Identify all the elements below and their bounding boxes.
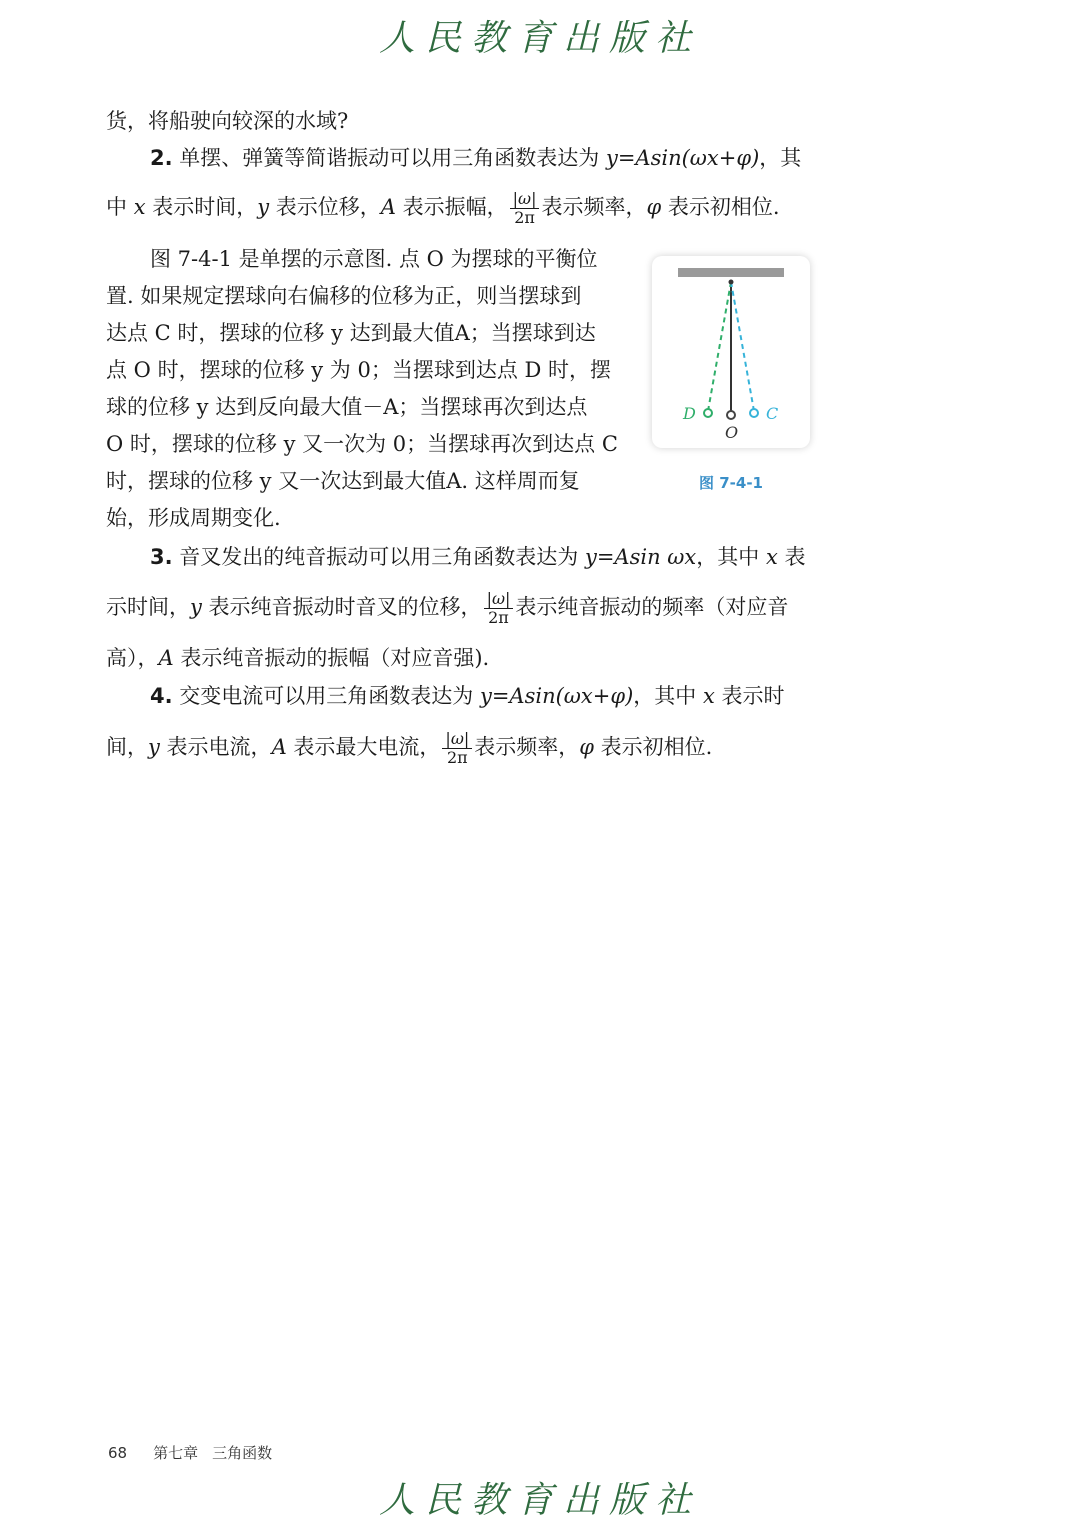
- var-x: x: [765, 545, 778, 569]
- item2-text: 表示初相位.: [661, 195, 780, 219]
- item4-formula: y=Asin(ωx+φ): [479, 684, 634, 708]
- pendulum-string-left: [708, 282, 731, 411]
- item3-number: 3.: [150, 545, 173, 569]
- item3-text: 音叉发出的纯音振动可以用三角函数表达为: [179, 545, 585, 569]
- item3-line2: [106, 588, 826, 627]
- item3-text: 高），: [106, 646, 159, 670]
- item3-text: ，其中: [696, 545, 766, 569]
- item4-text: 表示初相位.: [593, 735, 713, 759]
- pendulum-line-1: [106, 240, 626, 278]
- ball-O: [727, 411, 735, 419]
- item2-line2: [106, 188, 826, 227]
- item4-text: 间，: [106, 735, 148, 759]
- var-A: A: [380, 195, 396, 219]
- chapter-label: 第七章: [153, 1444, 199, 1462]
- var-x: x: [702, 684, 715, 708]
- item3-formula: y=Asin ωx: [584, 545, 697, 569]
- var-x: x: [133, 195, 146, 219]
- item4-text: 表示电流，: [159, 735, 272, 759]
- item4-text: 表示频率，: [474, 735, 580, 759]
- fraction-numerator: |ω|: [510, 190, 540, 209]
- page-footer: [108, 1442, 272, 1463]
- item4-text: ，其中: [633, 684, 703, 708]
- item4-line2: [106, 728, 826, 767]
- figure-caption: 图 7-4-1: [699, 474, 763, 492]
- pendulum-string-right: [731, 282, 754, 411]
- para1-tail: 货，将船驶向较深的水域?: [106, 109, 349, 133]
- var-y: y: [190, 595, 202, 619]
- ball-C: [750, 409, 758, 417]
- frequency-fraction: [510, 190, 540, 227]
- label-D: D: [683, 404, 696, 423]
- pendulum-line-4: 点 O 时，摆球的位移 y 为 0；当摆球到达点 D 时，摆: [106, 358, 612, 382]
- var-A: A: [158, 646, 174, 670]
- var-y: y: [257, 195, 270, 219]
- fraction-numerator: |ω|: [484, 590, 514, 609]
- fraction-numerator: |ω|: [442, 730, 472, 749]
- pendulum-figure: [652, 256, 810, 448]
- pendulum-line-3: 达点 C 时，摆球的位移 y 达到最大值A；当摆球到达: [106, 321, 596, 345]
- item2-text: 表示时间，: [145, 195, 258, 219]
- publisher-watermark-top: 人民教育出版社: [378, 18, 701, 59]
- item2-text: 中: [106, 195, 134, 219]
- var-A: A: [271, 735, 287, 759]
- var-y: y: [148, 735, 160, 759]
- pendulum-line-5: 球的位移 y 达到反向最大值－A；当摆球再次到达点: [106, 395, 588, 419]
- item4-text: 表示时: [714, 684, 785, 708]
- frequency-fraction: [442, 730, 472, 767]
- item4-text: 表示最大电流，: [286, 735, 441, 759]
- item2-text: 表示振幅，: [395, 195, 508, 219]
- item2-formula: y=Asin(ωx+φ): [605, 146, 760, 170]
- item4-number: 4.: [150, 684, 173, 708]
- frequency-fraction: [484, 590, 514, 627]
- item3-text: 表示纯音振动时音叉的位移，: [201, 595, 482, 619]
- item4-line1: [106, 677, 826, 715]
- item4-text: 交变电流可以用三角函数表达为: [179, 684, 480, 708]
- fraction-denominator: 2π: [488, 608, 509, 627]
- pendulum-line-2: 置. 如果规定摆球向右偏移的位移为正，则当摆球到: [106, 284, 582, 308]
- pendulum-line-8: 始，形成周期变化.: [106, 506, 281, 530]
- pendulum-support-bar: [678, 268, 784, 277]
- label-C: C: [766, 404, 779, 423]
- item2-text: 单摆、弹簧等简谐振动可以用三角函数表达为: [179, 146, 606, 170]
- item2-number: 2.: [150, 146, 173, 170]
- chapter-title: 三角函数: [212, 1444, 273, 1462]
- label-O: O: [725, 423, 739, 442]
- item2-text: 表示频率，: [541, 195, 647, 219]
- item3-line1: [106, 538, 826, 576]
- item2-text: ，其: [759, 146, 802, 170]
- fraction-denominator: 2π: [446, 748, 468, 767]
- pendulum-diagram: [652, 256, 810, 448]
- ball-D: [704, 409, 712, 417]
- item3-text: 表: [777, 545, 806, 569]
- page-number: 68: [108, 1444, 128, 1462]
- var-phi: φ: [646, 195, 662, 219]
- item3-text: 示时间，: [106, 595, 190, 619]
- pivot-point: [729, 280, 734, 285]
- item2-line1: [106, 139, 826, 177]
- item2-text: 表示位移，: [269, 195, 381, 219]
- publisher-watermark-bottom: 人民教育出版社: [378, 1480, 701, 1521]
- item3-line3: [106, 639, 826, 677]
- item3-text: 表示纯音振动的振幅（对应音强).: [173, 646, 490, 670]
- pendulum-line-7: 时，摆球的位移 y 又一次达到最大值A. 这样周而复: [106, 469, 580, 493]
- pendulum-line-6: O 时，摆球的位移 y 又一次为 0；当摆球再次到达点 C: [106, 432, 618, 456]
- fraction-denominator: 2π: [514, 208, 535, 227]
- var-phi: φ: [579, 735, 594, 759]
- pendulum-text: 图 7-4-1 是单摆的示意图. 点 O 为摆球的平衡位: [150, 247, 598, 271]
- item3-text: 表示纯音振动的频率（对应音: [515, 595, 789, 619]
